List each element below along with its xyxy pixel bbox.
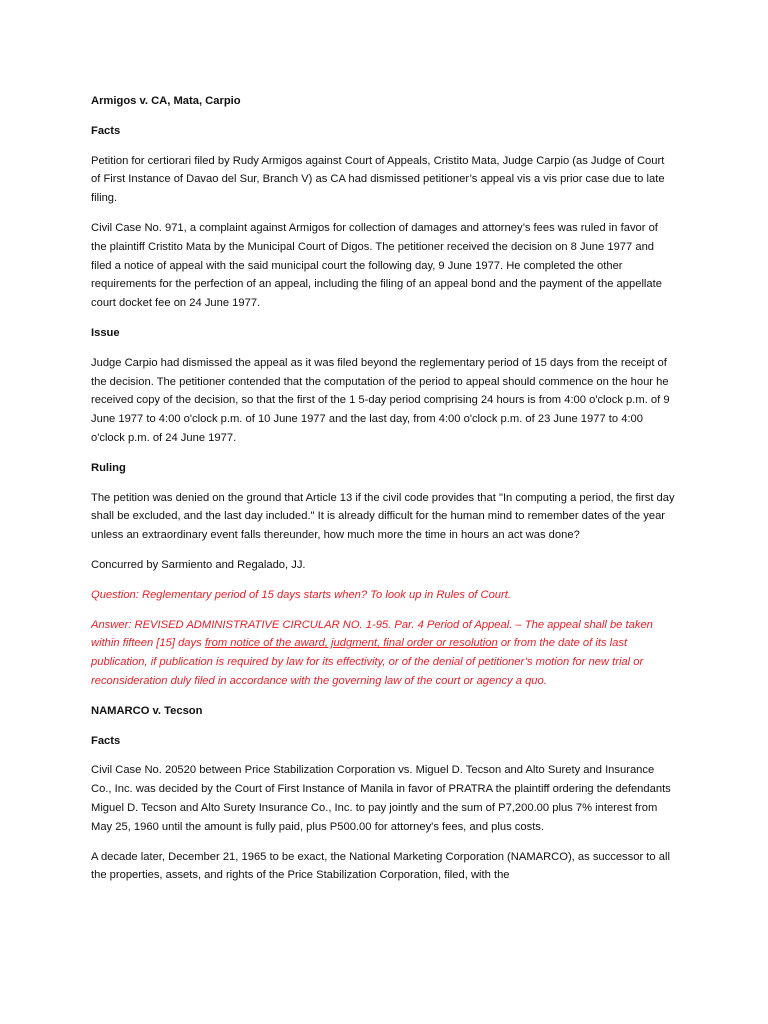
answer-note	[91, 616, 676, 691]
facts-paragraph: Petition for certiorari filed by Rudy Armigos against Court of Appeals, Cristito Mata, Judge Carpio (as Judge of Court of First Instance of Davao del Sur, Branch V) as CA had dismissed petitioner’s appeal vis a vis prior case due to late filing.	[91, 154, 665, 205]
concurred-line: Concurred by Sarmiento and Regalado, JJ.	[91, 558, 306, 571]
ruling-heading: Ruling	[91, 461, 126, 474]
facts-heading: Facts	[91, 124, 121, 137]
answer-text-end: or from the date of its last publication, if publication is required by law for its effectivity, or of the denial of petitioner’s motion for new trial or reconsideration duly filed in accordance with the governing law of the court or agency a quo.	[91, 637, 644, 687]
facts-heading: Facts	[91, 734, 121, 747]
case-title-armigos: Armigos v. CA, Mata, Carpio	[91, 95, 241, 107]
ruling-paragraph: The petition was denied on the ground that Article 13 if the civil code provides that "In computing a period, the first day shall be excluded, and the last day included." It is already difficult for the human mind to remember dates of the year unless an extraordinary event falls thereunder, how much more the time in hours an act was done?	[91, 491, 675, 542]
facts-paragraph: Civil Case No. 971, a complaint against Armigos for collection of damages and attorney’s fees was ruled in favor of the plaintiff Cristito Mata by the Municipal Court of Digos. The petitioner received the decision on 8 June 1977 and filed a notice of appeal with the said municipal court the following day, 9 June 1977. He completed the other requirements for the perfection of an appeal, including the filing of an appeal bond and the payment of the appellate court docket fee on 24 June 1977.	[91, 221, 662, 310]
case-title-namarco: NAMARCO v. Tecson	[91, 704, 203, 717]
issue-paragraph: Judge Carpio had dismissed the appeal as it was filed beyond the reglementary period of 15 days from the receipt of the decision. The petitioner contended that the computation of the period to appeal should commence on the hour he received copy of the decision, so that the first of the 1 5-day period comprising 24 hours is from 4:00 o'clock p.m. of 9 June 1977 to 4:00 o'clock p.m. of 10 June 1977 and the last day, from 4:00 o'clock p.m. of 23 June 1977 to 4:00 o'clock p.m. of 24 June 1977.	[91, 356, 670, 444]
answer-underlined-text: from notice of the award, judgment, final order or resolution	[204, 637, 498, 650]
answer-text-start: Answer: REVISED ADMINISTRATIVE CIRCULAR NO. 1-95. Par. 4 Period of Appeal. – The appeal shall be taken within fifteen [15] days	[91, 618, 653, 650]
facts-paragraph: A decade later, December 21, 1965 to be exact, the National Marketing Corporation (NAMARCO), as successor to all the properties, assets, and rights of the Price Stabilization Corporation, filed, with the	[91, 850, 670, 882]
question-note: Question: Reglementary period of 15 days starts when? To look up in Rules of Court.	[91, 588, 511, 601]
issue-heading: Issue	[91, 326, 120, 339]
facts-paragraph: Civil Case No. 20520 between Price Stabilization Corporation vs. Miguel D. Tecson and Alto Surety and Insurance Co., Inc. was decided by the Court of First Instance of Manila in favor of PRATRA the plaintiff ordering the defendants Miguel D. Tecson and Alto Surety Insurance Co., Inc. to pay jointly and the sum of P7,200.00 plus 7% interest from May 25, 1960 until the amount is fully paid, plus P500.00 for attorney's fees, and plus costs.	[91, 764, 671, 833]
document-body	[91, 92, 676, 896]
